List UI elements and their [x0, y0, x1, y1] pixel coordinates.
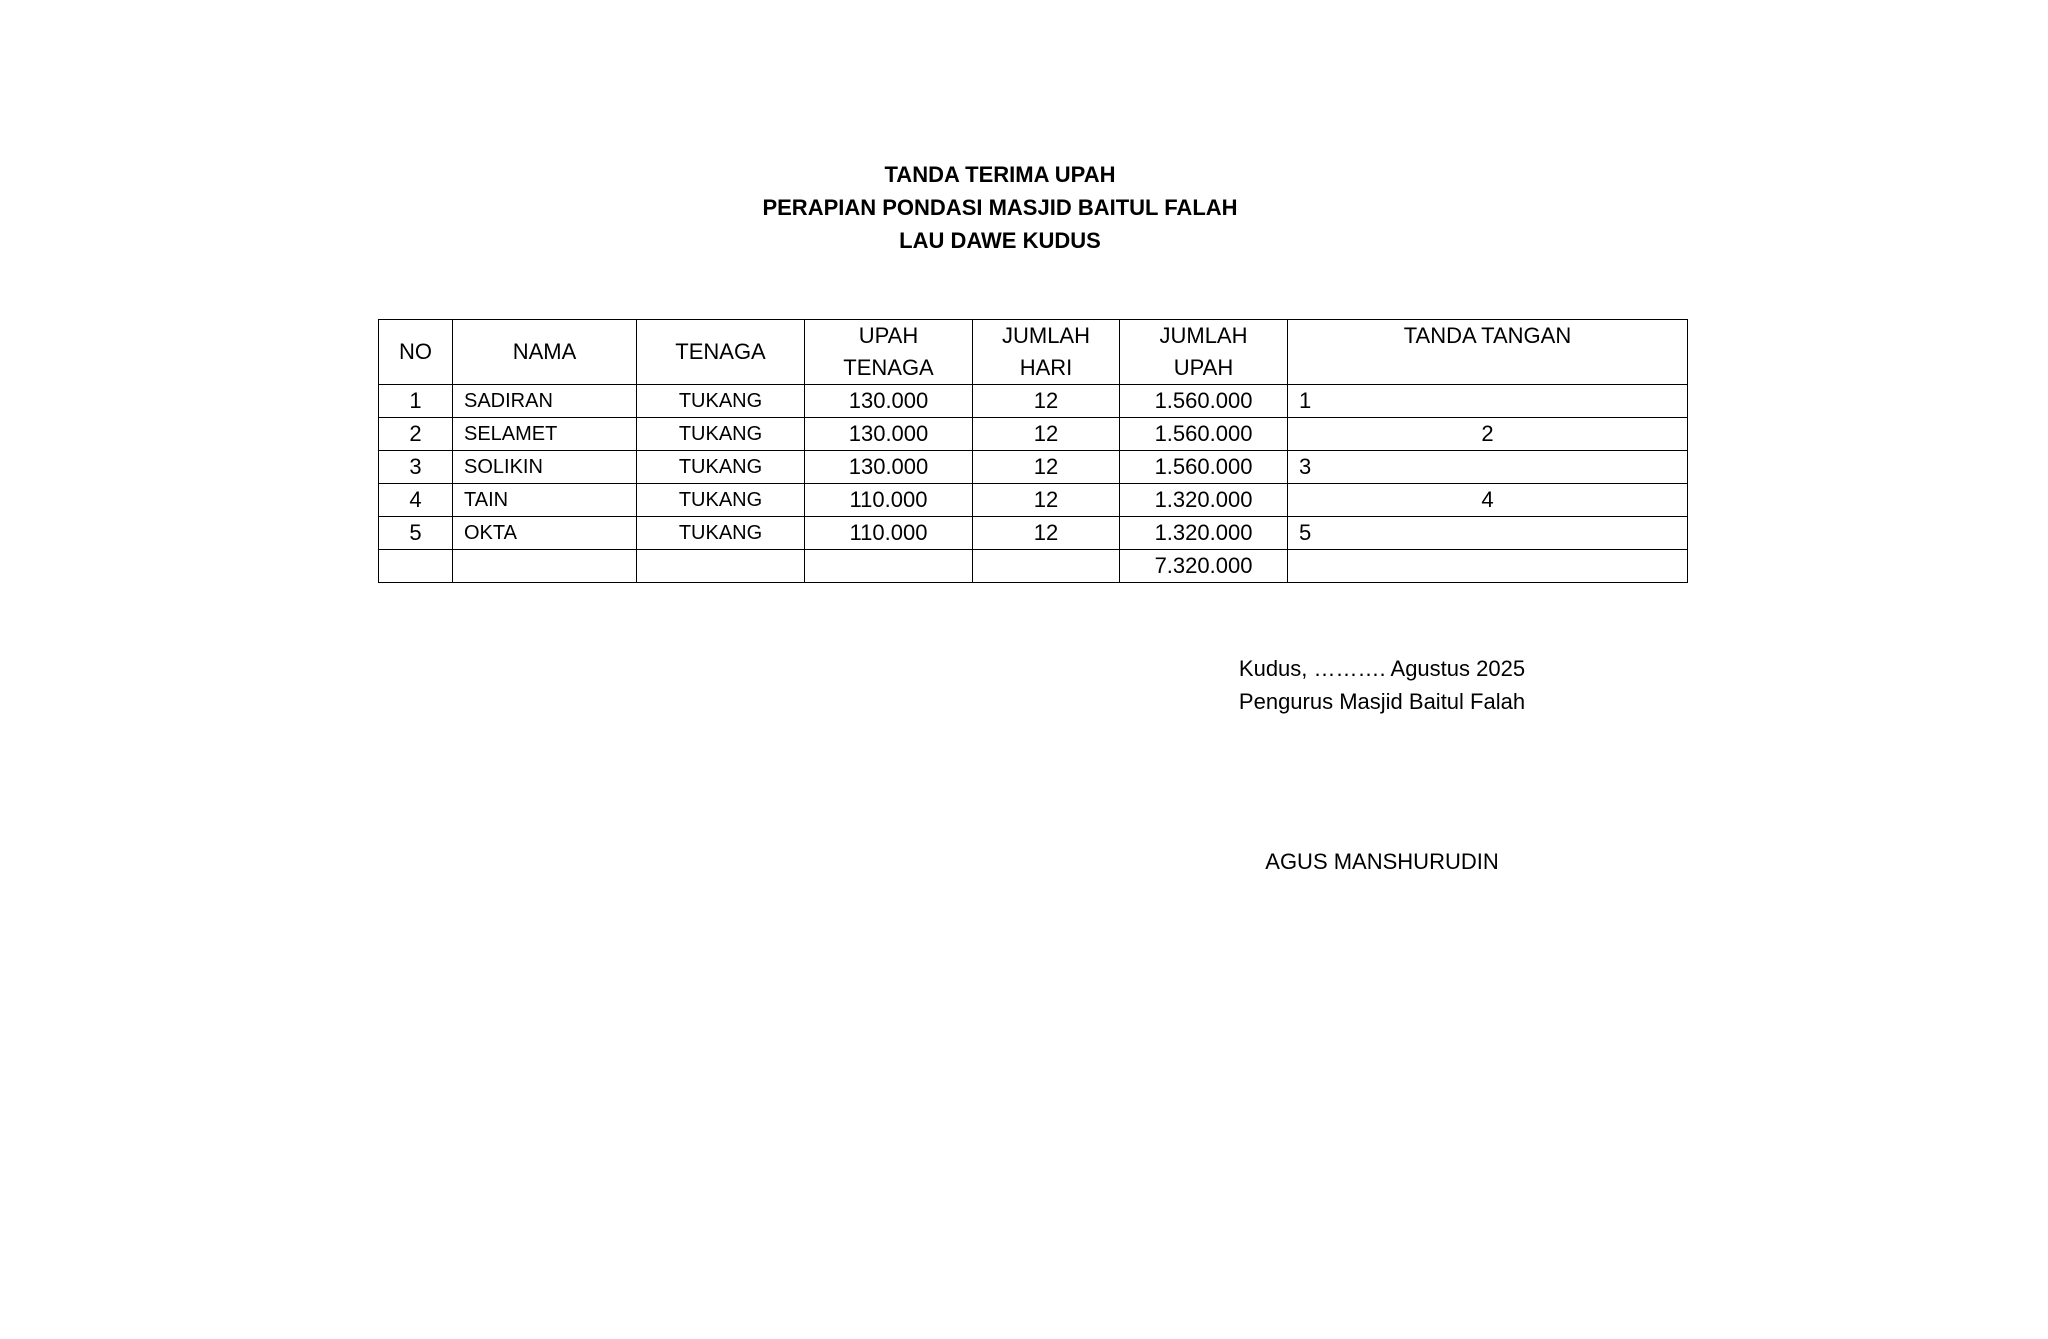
signer-role: Pengurus Masjid Baitul Falah [1238, 689, 1526, 714]
cell-empty [379, 550, 453, 583]
cell-empty [973, 550, 1120, 583]
cell-nama: TAIN [453, 484, 637, 517]
header-jumlah-hari-line2: HARI [1019, 355, 1073, 380]
table-row [379, 484, 1688, 517]
header-tenaga: TENAGA [637, 320, 805, 385]
table-row [379, 517, 1688, 550]
header-upah-tenaga-line2: TENAGA [843, 355, 934, 380]
title-line-3: LAU DAWE KUDUS [899, 228, 1101, 253]
cell-hari: 12 [973, 517, 1120, 550]
cell-upah: 130.000 [805, 385, 973, 418]
cell-tenaga: TUKANG [637, 517, 805, 550]
cell-hari: 12 [973, 484, 1120, 517]
signature-block [1232, 652, 1532, 718]
cell-no: 1 [379, 385, 453, 418]
table-row [379, 385, 1688, 418]
cell-empty [637, 550, 805, 583]
cell-nama: SELAMET [453, 418, 637, 451]
cell-nama: SADIRAN [453, 385, 637, 418]
title-line-1: TANDA TERIMA UPAH [884, 162, 1116, 187]
header-jumlah-hari [973, 320, 1120, 385]
cell-tenaga: TUKANG [637, 385, 805, 418]
table-row [379, 451, 1688, 484]
cell-upah: 130.000 [805, 451, 973, 484]
cell-total: 7.320.000 [1120, 550, 1288, 583]
place-date: Kudus, ………. Agustus 2025 [1238, 656, 1526, 681]
cell-tanda-tangan: 5 [1288, 517, 1688, 550]
cell-hari: 12 [973, 451, 1120, 484]
cell-jumlah: 1.560.000 [1120, 451, 1288, 484]
cell-hari: 12 [973, 385, 1120, 418]
cell-tenaga: TUKANG [637, 451, 805, 484]
cell-no: 2 [379, 418, 453, 451]
cell-jumlah: 1.560.000 [1120, 418, 1288, 451]
header-tanda-tangan: TANDA TANGAN [1288, 320, 1688, 385]
cell-hari: 12 [973, 418, 1120, 451]
cell-jumlah: 1.320.000 [1120, 484, 1288, 517]
cell-upah: 110.000 [805, 517, 973, 550]
cell-nama: SOLIKIN [453, 451, 637, 484]
header-jumlah-upah [1120, 320, 1288, 385]
header-upah-tenaga [805, 320, 973, 385]
cell-empty [453, 550, 637, 583]
table-total-row [379, 550, 1688, 583]
cell-tanda-tangan: 3 [1288, 451, 1688, 484]
header-jumlah-upah-line2: UPAH [1173, 355, 1234, 380]
cell-jumlah: 1.320.000 [1120, 517, 1288, 550]
title-line-2: PERAPIAN PONDASI MASJID BAITUL FALAH [762, 195, 1238, 220]
table-row [379, 418, 1688, 451]
header-jumlah-upah-line1: JUMLAH [1159, 323, 1248, 348]
document-title [0, 158, 2024, 257]
signer-name: AGUS MANSHURUDIN [1265, 849, 1499, 874]
cell-tanda-tangan: 4 [1288, 484, 1688, 517]
header-nama: NAMA [453, 320, 637, 385]
cell-tanda-tangan: 2 [1288, 418, 1688, 451]
cell-empty [1288, 550, 1688, 583]
cell-no: 3 [379, 451, 453, 484]
cell-jumlah: 1.560.000 [1120, 385, 1288, 418]
cell-no: 4 [379, 484, 453, 517]
cell-empty [805, 550, 973, 583]
cell-tenaga: TUKANG [637, 418, 805, 451]
cell-no: 5 [379, 517, 453, 550]
header-upah-tenaga-line1: UPAH [858, 323, 919, 348]
cell-tanda-tangan: 1 [1288, 385, 1688, 418]
cell-upah: 110.000 [805, 484, 973, 517]
cell-nama: OKTA [453, 517, 637, 550]
cell-upah: 130.000 [805, 418, 973, 451]
cell-tenaga: TUKANG [637, 484, 805, 517]
header-jumlah-hari-line1: JUMLAH [1001, 323, 1090, 348]
header-no: NO [379, 320, 453, 385]
table-header-row [379, 320, 1688, 385]
wage-table [378, 319, 1688, 583]
